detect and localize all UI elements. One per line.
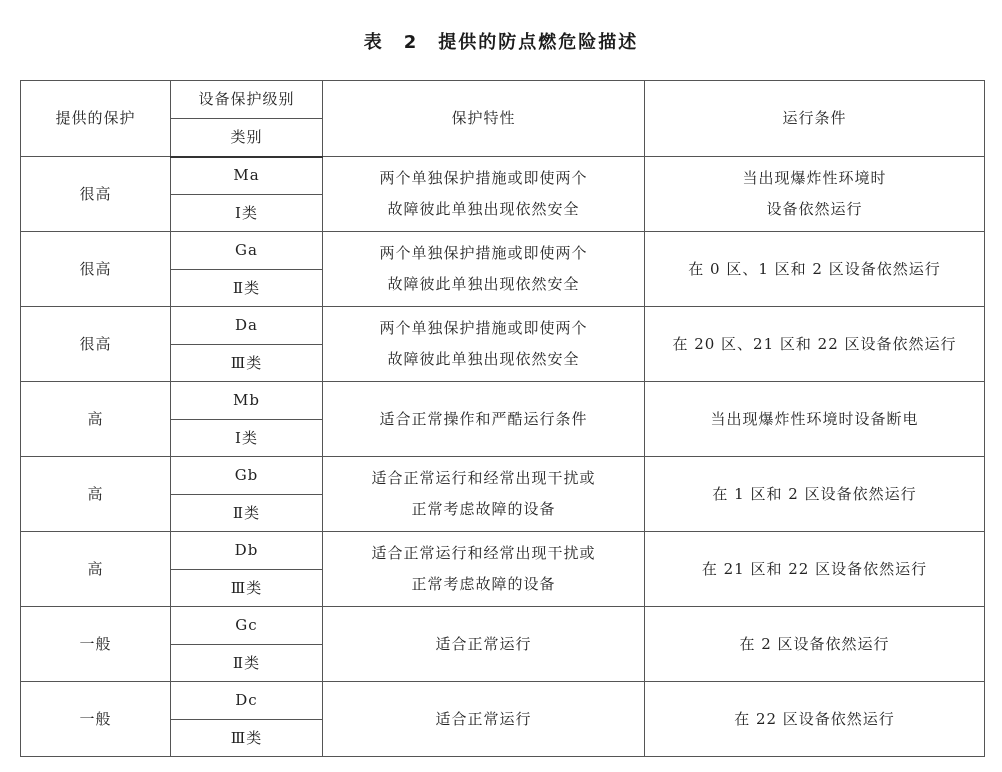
conditions-cell [645,382,985,457]
conditions-cell [645,682,985,757]
table-row [21,232,985,270]
category-cell: Ⅰ类 [171,195,323,232]
characteristics-cell [323,382,645,457]
characteristics-line: 适合正常运行和经常出现干扰或 [371,544,596,562]
conditions-line: 当出现爆炸性环境时设备断电 [710,409,919,428]
characteristics-cell [323,307,645,382]
epl-code-cell: Da [171,307,323,345]
table-header [21,81,985,157]
protection-level-cell: 很高 [21,307,171,382]
table-row [21,607,985,645]
epl-code-cell: Db [171,532,323,570]
protection-level-cell: 一般 [21,682,171,757]
header-epl: 设备保护级别 [171,81,323,119]
conditions-line: 在 2 区设备依然运行 [739,634,890,653]
conditions-line: 在 22 区设备依然运行 [734,709,895,728]
conditions-cell [645,532,985,607]
page-title: 表 2 提供的防点燃危险描述 [363,32,639,53]
characteristics-line: 两个单独保护措施或即使两个 [379,244,588,262]
header-protection: 提供的保护 [21,81,171,157]
characteristics-line: 两个单独保护措施或即使两个 [379,169,588,187]
conditions-cell [645,157,985,232]
epl-code-cell: Gc [171,607,323,645]
header-characteristics: 保护特性 [323,81,645,157]
table-row [21,157,985,195]
category-cell: Ⅰ类 [171,420,323,457]
table-row [21,457,985,495]
characteristics-cell [323,682,645,757]
conditions-line: 在 21 区和 22 区设备依然运行 [701,559,928,578]
characteristics-line: 故障彼此单独出现依然安全 [387,275,580,293]
characteristics-line: 适合正常操作和严酷运行条件 [379,409,588,428]
characteristics-line: 故障彼此单独出现依然安全 [387,350,580,368]
characteristics-line: 两个单独保护措施或即使两个 [379,319,588,337]
epl-code-cell: Dc [171,682,323,720]
protection-level-cell: 很高 [21,157,171,232]
characteristics-cell [323,532,645,607]
category-cell: Ⅱ类 [171,495,323,532]
protection-level-cell: 一般 [21,607,171,682]
epl-code-cell: Ma [171,157,323,195]
protection-level-cell: 高 [21,457,171,532]
characteristics-line: 适合正常运行和经常出现干扰或 [371,469,596,487]
epl-code-cell: Mb [171,382,323,420]
table-row [21,382,985,420]
conditions-line: 当出现爆炸性环境时 [742,169,887,187]
category-cell: Ⅱ类 [171,270,323,307]
conditions-line: 设备依然运行 [766,200,863,218]
protection-level-cell: 很高 [21,232,171,307]
category-cell: Ⅲ类 [171,720,323,757]
category-cell: Ⅲ类 [171,345,323,382]
epl-code-cell: Ga [171,232,323,270]
conditions-cell [645,607,985,682]
category-cell: Ⅲ类 [171,570,323,607]
characteristics-cell [323,232,645,307]
table-row [21,532,985,570]
conditions-line: 在 20 区、21 区和 22 区设备依然运行 [672,334,957,353]
conditions-cell [645,307,985,382]
table-row [21,307,985,345]
conditions-line: 在 0 区、1 区和 2 区设备依然运行 [688,259,941,278]
characteristics-line: 正常考虑故障的设备 [411,500,556,518]
characteristics-cell [323,457,645,532]
conditions-line: 在 1 区和 2 区设备依然运行 [712,484,917,503]
characteristics-cell [323,607,645,682]
category-cell: Ⅱ类 [171,645,323,682]
characteristics-cell [323,157,645,232]
characteristics-line: 适合正常运行 [435,634,532,653]
table-row [21,682,985,720]
conditions-cell [645,457,985,532]
characteristics-line: 适合正常运行 [435,709,532,728]
table-body [21,157,985,757]
characteristics-line: 故障彼此单独出现依然安全 [387,200,580,218]
ignition-protection-table [20,80,985,757]
conditions-cell [645,232,985,307]
header-category: 类别 [171,119,323,157]
header-conditions: 运行条件 [645,81,985,157]
epl-code-cell: Gb [171,457,323,495]
protection-level-cell: 高 [21,382,171,457]
characteristics-line: 正常考虑故障的设备 [411,575,556,593]
protection-level-cell: 高 [21,532,171,607]
